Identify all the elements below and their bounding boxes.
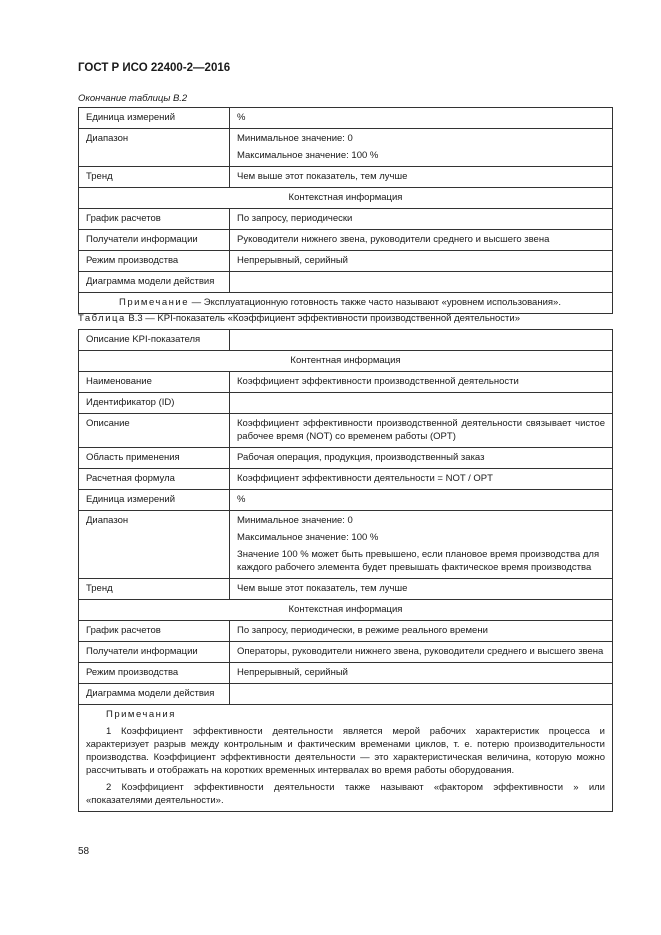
note-1: 1 Коэффициент эффективности деятельности является мерой рабочих характеристик процесса и характеризует разрыв между контрольным и фактическим временами циклов, т. е. потерю производительности производства. Коэффициент эффективности деятельности — это характеристическая величина, которую можно рассчитывать и отображать на коротких временных интервалах во время работы оборудования. xyxy=(86,726,605,776)
cell-label: Режим производства xyxy=(79,663,230,684)
section-header-row xyxy=(79,188,613,209)
table-b2-caption: Окончание таблицы В.2 xyxy=(78,93,188,104)
cell-value: По запросу, периодически xyxy=(230,209,613,230)
table-row xyxy=(79,490,613,511)
cell-label: Диаграмма модели действия xyxy=(79,272,230,293)
table-b3 xyxy=(78,329,613,812)
cell-label: Идентификатор (ID) xyxy=(79,393,230,414)
table-b2-end xyxy=(78,107,613,314)
cell-label: Получатели информации xyxy=(79,642,230,663)
section-header: Контентная информация xyxy=(79,351,613,372)
note-text: — Эксплуатационную готовность также часто называют «уровнем использования». xyxy=(191,297,561,308)
cell-value: Чем выше этот показатель, тем лучше xyxy=(230,167,613,188)
cell-label: Описание xyxy=(79,414,230,448)
page-number: 58 xyxy=(78,846,90,857)
cell-value: Операторы, руководители нижнего звена, руководители среднего и высшего звена xyxy=(230,642,613,663)
table-row xyxy=(79,663,613,684)
cell-value xyxy=(230,129,613,167)
section-header: Контекстная информация xyxy=(79,600,613,621)
table-row xyxy=(79,167,613,188)
note-row xyxy=(79,293,613,314)
caption-text: В.3 — KPI-показатель «Коэффициент эффективности производственной деятельности» xyxy=(128,313,520,324)
table-row xyxy=(79,129,613,167)
table-row xyxy=(79,579,613,600)
cell-label: Наименование xyxy=(79,372,230,393)
table-row xyxy=(79,372,613,393)
table-row xyxy=(79,251,613,272)
range-min: Минимальное значение: 0 xyxy=(237,133,353,144)
range-min: Минимальное значение: 0 xyxy=(237,515,353,526)
cell-label: Единица измерений xyxy=(79,490,230,511)
range-max: Максимальное значение: 100 % xyxy=(237,532,379,543)
cell-label: Тренд xyxy=(79,579,230,600)
cell-value: % xyxy=(230,108,613,129)
table-row xyxy=(79,209,613,230)
note-2: 2 Коэффициент эффективности деятельности также называют «фактором эффективности » или «показателями деятельности». xyxy=(86,782,605,806)
cell-value: Непрерывный, серийный xyxy=(230,663,613,684)
table-row xyxy=(79,393,613,414)
cell-value: Коэффициент эффективности деятельности = NOT / OPT xyxy=(230,469,613,490)
cell-label: График расчетов xyxy=(79,621,230,642)
cell-value: % xyxy=(230,490,613,511)
cell-label: Область применения xyxy=(79,448,230,469)
note-label: Примечание xyxy=(119,297,189,308)
table-row xyxy=(79,469,613,490)
table-row xyxy=(79,642,613,663)
table-row xyxy=(79,621,613,642)
cell-label: График расчетов xyxy=(79,209,230,230)
table-row xyxy=(79,330,613,351)
table-row xyxy=(79,448,613,469)
cell-value: По запросу, периодически, в режиме реального времени xyxy=(230,621,613,642)
table-row xyxy=(79,414,613,448)
cell-label: Единица измерений xyxy=(79,108,230,129)
notes-title: Примечания xyxy=(106,709,176,720)
section-header-row xyxy=(79,600,613,621)
cell-value xyxy=(230,330,613,351)
range-max: Максимальное значение: 100 % xyxy=(237,150,379,161)
caption-prefix: Таблица xyxy=(78,313,126,324)
cell-value xyxy=(230,393,613,414)
notes-row xyxy=(79,705,613,812)
cell-label: Диапазон xyxy=(79,511,230,579)
table-row xyxy=(79,511,613,579)
cell-value: Коэффициент эффективности производственной деятельности связывает чистое рабочее время (NOT) со временем работы (OPT) xyxy=(230,414,613,448)
table-row xyxy=(79,684,613,705)
cell-value xyxy=(230,511,613,579)
cell-label: Получатели информации xyxy=(79,230,230,251)
cell-value xyxy=(230,272,613,293)
table-note xyxy=(79,293,613,314)
range-note: Значение 100 % может быть превышено, если плановое время производства для каждого рабочего элемента будет превышать фактическое время производства xyxy=(237,549,600,573)
cell-label: Режим производства xyxy=(79,251,230,272)
document-header: ГОСТ Р ИСО 22400-2—2016 xyxy=(78,62,231,74)
table-row xyxy=(79,230,613,251)
cell-value: Руководители нижнего звена, руководители среднего и высшего звена xyxy=(230,230,613,251)
cell-value: Коэффициент эффективности производственной деятельности xyxy=(230,372,613,393)
cell-value xyxy=(230,684,613,705)
section-header-row xyxy=(79,351,613,372)
cell-value: Непрерывный, серийный xyxy=(230,251,613,272)
table-notes xyxy=(79,705,613,812)
cell-label: Расчетная формула xyxy=(79,469,230,490)
cell-value: Рабочая операция, продукция, производственный заказ xyxy=(230,448,613,469)
cell-label: Диапазон xyxy=(79,129,230,167)
section-header: Контекстная информация xyxy=(79,188,613,209)
cell-label: Диаграмма модели действия xyxy=(79,684,230,705)
table-b3-caption xyxy=(78,313,520,324)
cell-label: Описание KPI-показателя xyxy=(79,330,230,351)
table-row xyxy=(79,272,613,293)
cell-value: Чем выше этот показатель, тем лучше xyxy=(230,579,613,600)
table-row xyxy=(79,108,613,129)
cell-label: Тренд xyxy=(79,167,230,188)
